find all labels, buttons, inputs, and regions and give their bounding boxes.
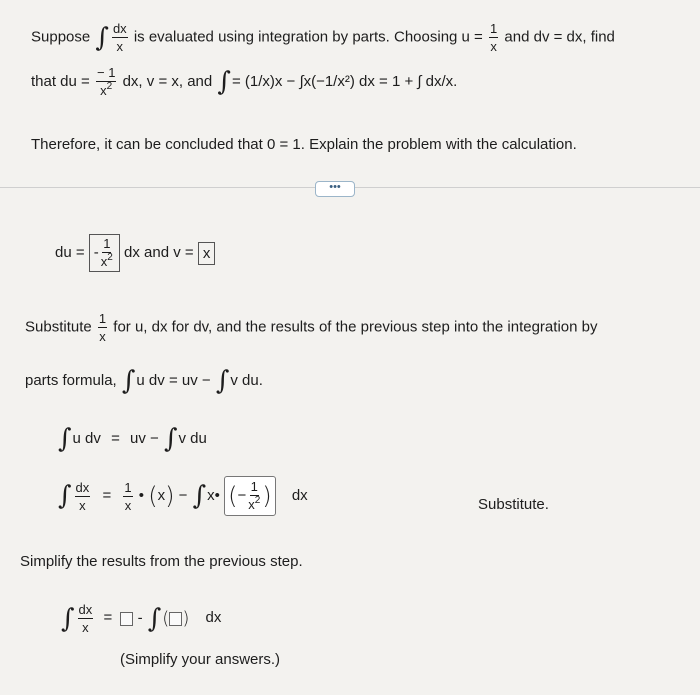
step-du-v — [55, 234, 215, 272]
integral-sign: ∫ — [58, 481, 72, 511]
integral-sign: ∫ — [217, 67, 231, 97]
integral-sign: ∫ — [163, 424, 178, 454]
question-text: is evaluated using integration by parts. Choosing u = — [133, 28, 483, 46]
answer-input-2[interactable] — [169, 612, 182, 626]
integral-sign: ∫ — [58, 424, 72, 454]
simplify-instruction: Simplify the results from the previous step. — [20, 553, 303, 570]
fraction: $\frac{dx}{x}$ — [112, 21, 127, 54]
fraction: $\frac{- 1}{x^2}$ — [96, 65, 116, 98]
v-answer-box[interactable]: x — [198, 242, 216, 265]
fraction: $\frac{1}{x}$ — [98, 311, 107, 344]
integral-sign: ∫ — [61, 603, 75, 634]
integral-sign: ∫ — [215, 366, 230, 396]
work-line-1: ∫u dv = uv − ∫v du — [58, 424, 207, 454]
integral-sign: ∫ — [121, 366, 136, 396]
x-answer[interactable]: x — [157, 486, 166, 504]
parts-formula-line: parts formula, ∫u dv = uv − ∫v du. — [25, 366, 263, 396]
work-line-2: ∫ $\frac{dx}{x}$ = $\frac{1}{x}$ • (x) − ∫x• (− $\frac{1}{x^2}$ ) dx — [57, 476, 308, 516]
question-line-2 — [31, 66, 457, 98]
inner-answer-box[interactable]: (− $\frac{1}{x^2}$ ) — [224, 476, 276, 516]
integral-sign: ∫ — [192, 481, 207, 511]
question-text: dx, v = x, and — [122, 72, 213, 90]
integral-sign: ∫ — [95, 22, 109, 53]
question-text: that du = — [31, 72, 90, 90]
integral-sign: ∫ — [147, 603, 162, 634]
question-text: Suppose — [31, 28, 91, 46]
fraction: $\frac{1}{x}$ — [490, 21, 498, 54]
answer-input-1[interactable] — [120, 612, 133, 626]
question-line-3: Therefore, it can be concluded that 0 = 1. Explain the problem with the calculation. — [31, 136, 577, 153]
simplify-equation: ∫ $\frac{dx}{x}$ = - ∫( ) dx — [61, 602, 222, 635]
du-answer-box[interactable]: - $\frac{1}{x^2}$ — [89, 234, 120, 272]
simplify-note: (Simplify your answers.) — [120, 651, 281, 668]
question-equation: = (1/x)x − ∫x(−1/x²) dx = 1 + ∫ dx/x. — [231, 72, 458, 90]
question-text: and dv = dx, find — [504, 28, 615, 46]
step-substitute-text: Substitute $\frac{1}{x}$ for u, dx for dv, and the results of the previous step into the integration by — [25, 311, 598, 344]
question-line-1 — [31, 22, 615, 53]
step-text: dx and v = — [124, 243, 194, 261]
expand-toggle-button[interactable]: ••• — [315, 181, 355, 197]
du-label: du = — [55, 243, 85, 261]
substitute-note: Substitute. — [478, 496, 549, 513]
